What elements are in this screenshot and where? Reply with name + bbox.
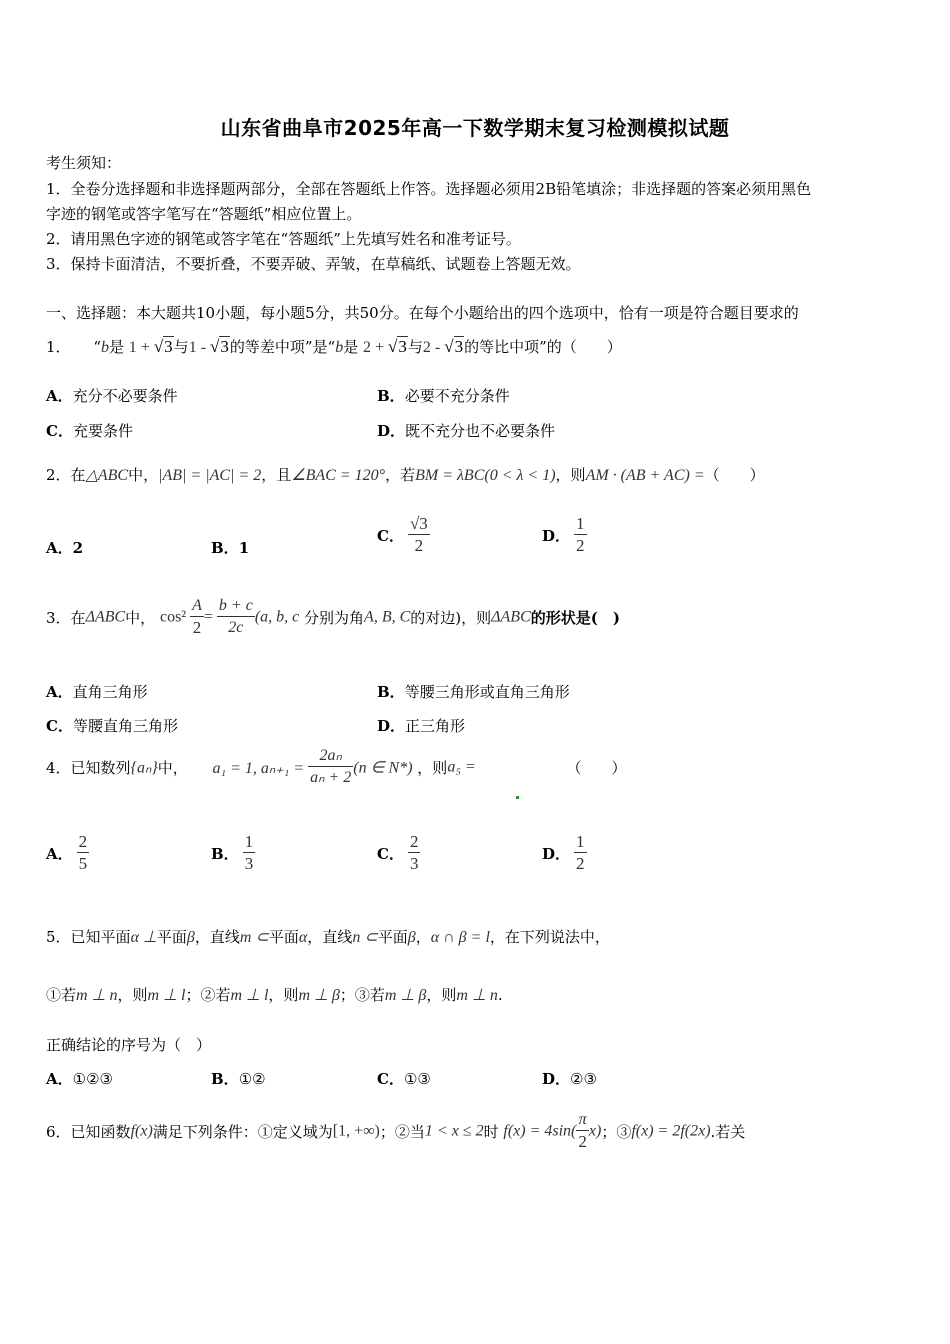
question-5-prompt: 正确结论的序号为（ ） [46, 1036, 212, 1054]
option-a[interactable]: A．直角三角形 [46, 683, 148, 701]
option-b[interactable]: B． $\frac{1}{3}$ [211, 832, 254, 873]
option-b[interactable]: B．①② [211, 1070, 266, 1088]
question-number: 2． [46, 466, 71, 484]
section-heading: 一、选择题：本大题共10小题，每小题5分，共50分。在每个小题给出的四个选项中，恰有一项是符合题目要求的 [46, 304, 799, 322]
option-a[interactable]: A． $\frac{2}{5}$ [46, 832, 88, 873]
notice-item: 字迹的钢笔或答字笔写在“答题纸”相应位置上。 [46, 205, 362, 223]
option-b[interactable]: B．1 [211, 539, 250, 557]
option-c[interactable]: C． $\frac{√3}{2}$ [377, 514, 428, 555]
option-d[interactable]: D．②③ [542, 1070, 597, 1088]
question-1: 1． “b是 1 + √3与1 - √3的等差中项”是“b是 2 + √3与2 - √3的等比中项”的（ ） [46, 337, 622, 356]
stray-mark [516, 796, 519, 799]
page-title: 山东省曲阜市2025年高一下数学期末复习检测模拟试题 [220, 116, 730, 140]
question-4: 4．已知数列{aₙ}中， a₁ = 1, aₙ₊₁ = $\frac{\text{2aₙ}}{\text{aₙ + 2}}$ (n ∈ N*) ，则a₅ = （ ） [46, 747, 627, 786]
option-a[interactable]: A．2 [46, 539, 84, 557]
question-2: 2．在△ABC中，|AB| = |AC| = 2，且∠BAC = 120°，若BM = λBC(0 < λ < 1)，则AM · (AB + AC) =（ ） [46, 466, 765, 484]
question-number: 1． [46, 338, 71, 356]
option-c[interactable]: C．等腰直角三角形 [46, 717, 178, 735]
option-d[interactable]: D． $\frac{1}{2}$ [542, 514, 585, 555]
option-c[interactable]: C． $\frac{2}{3}$ [377, 832, 419, 873]
question-5: 5．已知平面α ⊥平面β，直线m ⊂平面α，直线n ⊂平面β，α ∩ β = l，在下列说法中， [46, 928, 610, 946]
question-6: 6．已知函数f(x)满足下列条件：①定义域为[1, +∞)；②当1 < x ≤ 2时 f(x) = 4sin( $\frac{\pi}{2}$ x)；③f(x) = 2f(2x).若关 [46, 1111, 746, 1151]
notice-item: 3．保持卡面清洁，不要折叠，不要弄破、弄皱，在草稿纸、试题卷上答题无效。 [46, 255, 581, 273]
option-d[interactable]: D． $\frac{1}{2}$ [542, 832, 585, 873]
option-a[interactable]: A．充分不必要条件 [46, 387, 178, 405]
question-number: 4． [46, 759, 71, 777]
question-5-statements: ①若m ⊥ n，则m ⊥ l；②若m ⊥ l，则m ⊥ β；③若m ⊥ β，则m ⊥ n. [46, 986, 503, 1004]
notice-heading: 考生须知： [46, 154, 122, 172]
option-c[interactable]: C．①③ [377, 1070, 431, 1088]
option-b[interactable]: B．必要不充分条件 [377, 387, 510, 405]
notice-item: 2．请用黑色字迹的钢笔或答字笔在“答题纸”上先填写姓名和准考证号。 [46, 230, 521, 248]
question-number: 3． [46, 609, 71, 627]
question-3: 3．在ΔABC中， cos² $\frac{A}{2}$ = $\frac{b + c}{2c}$ (a, b, c 分别为角A, B, C的对边)，则ΔABC的形状是( ) [46, 597, 620, 637]
option-d[interactable]: D．既不充分也不必要条件 [377, 422, 556, 440]
question-number: 6． [46, 1123, 71, 1141]
option-b[interactable]: B．等腰三角形或直角三角形 [377, 683, 570, 701]
question-number: 5． [46, 928, 71, 946]
option-c[interactable]: C．充要条件 [46, 422, 133, 440]
option-d[interactable]: D．正三角形 [377, 717, 466, 735]
notice-item: 1．全卷分选择题和非选择题两部分，全部在答题纸上作答。选择题必须用2B铅笔填涂；非选择题的答案必须用黑色 [46, 180, 812, 198]
option-a[interactable]: A．①②③ [46, 1070, 113, 1088]
